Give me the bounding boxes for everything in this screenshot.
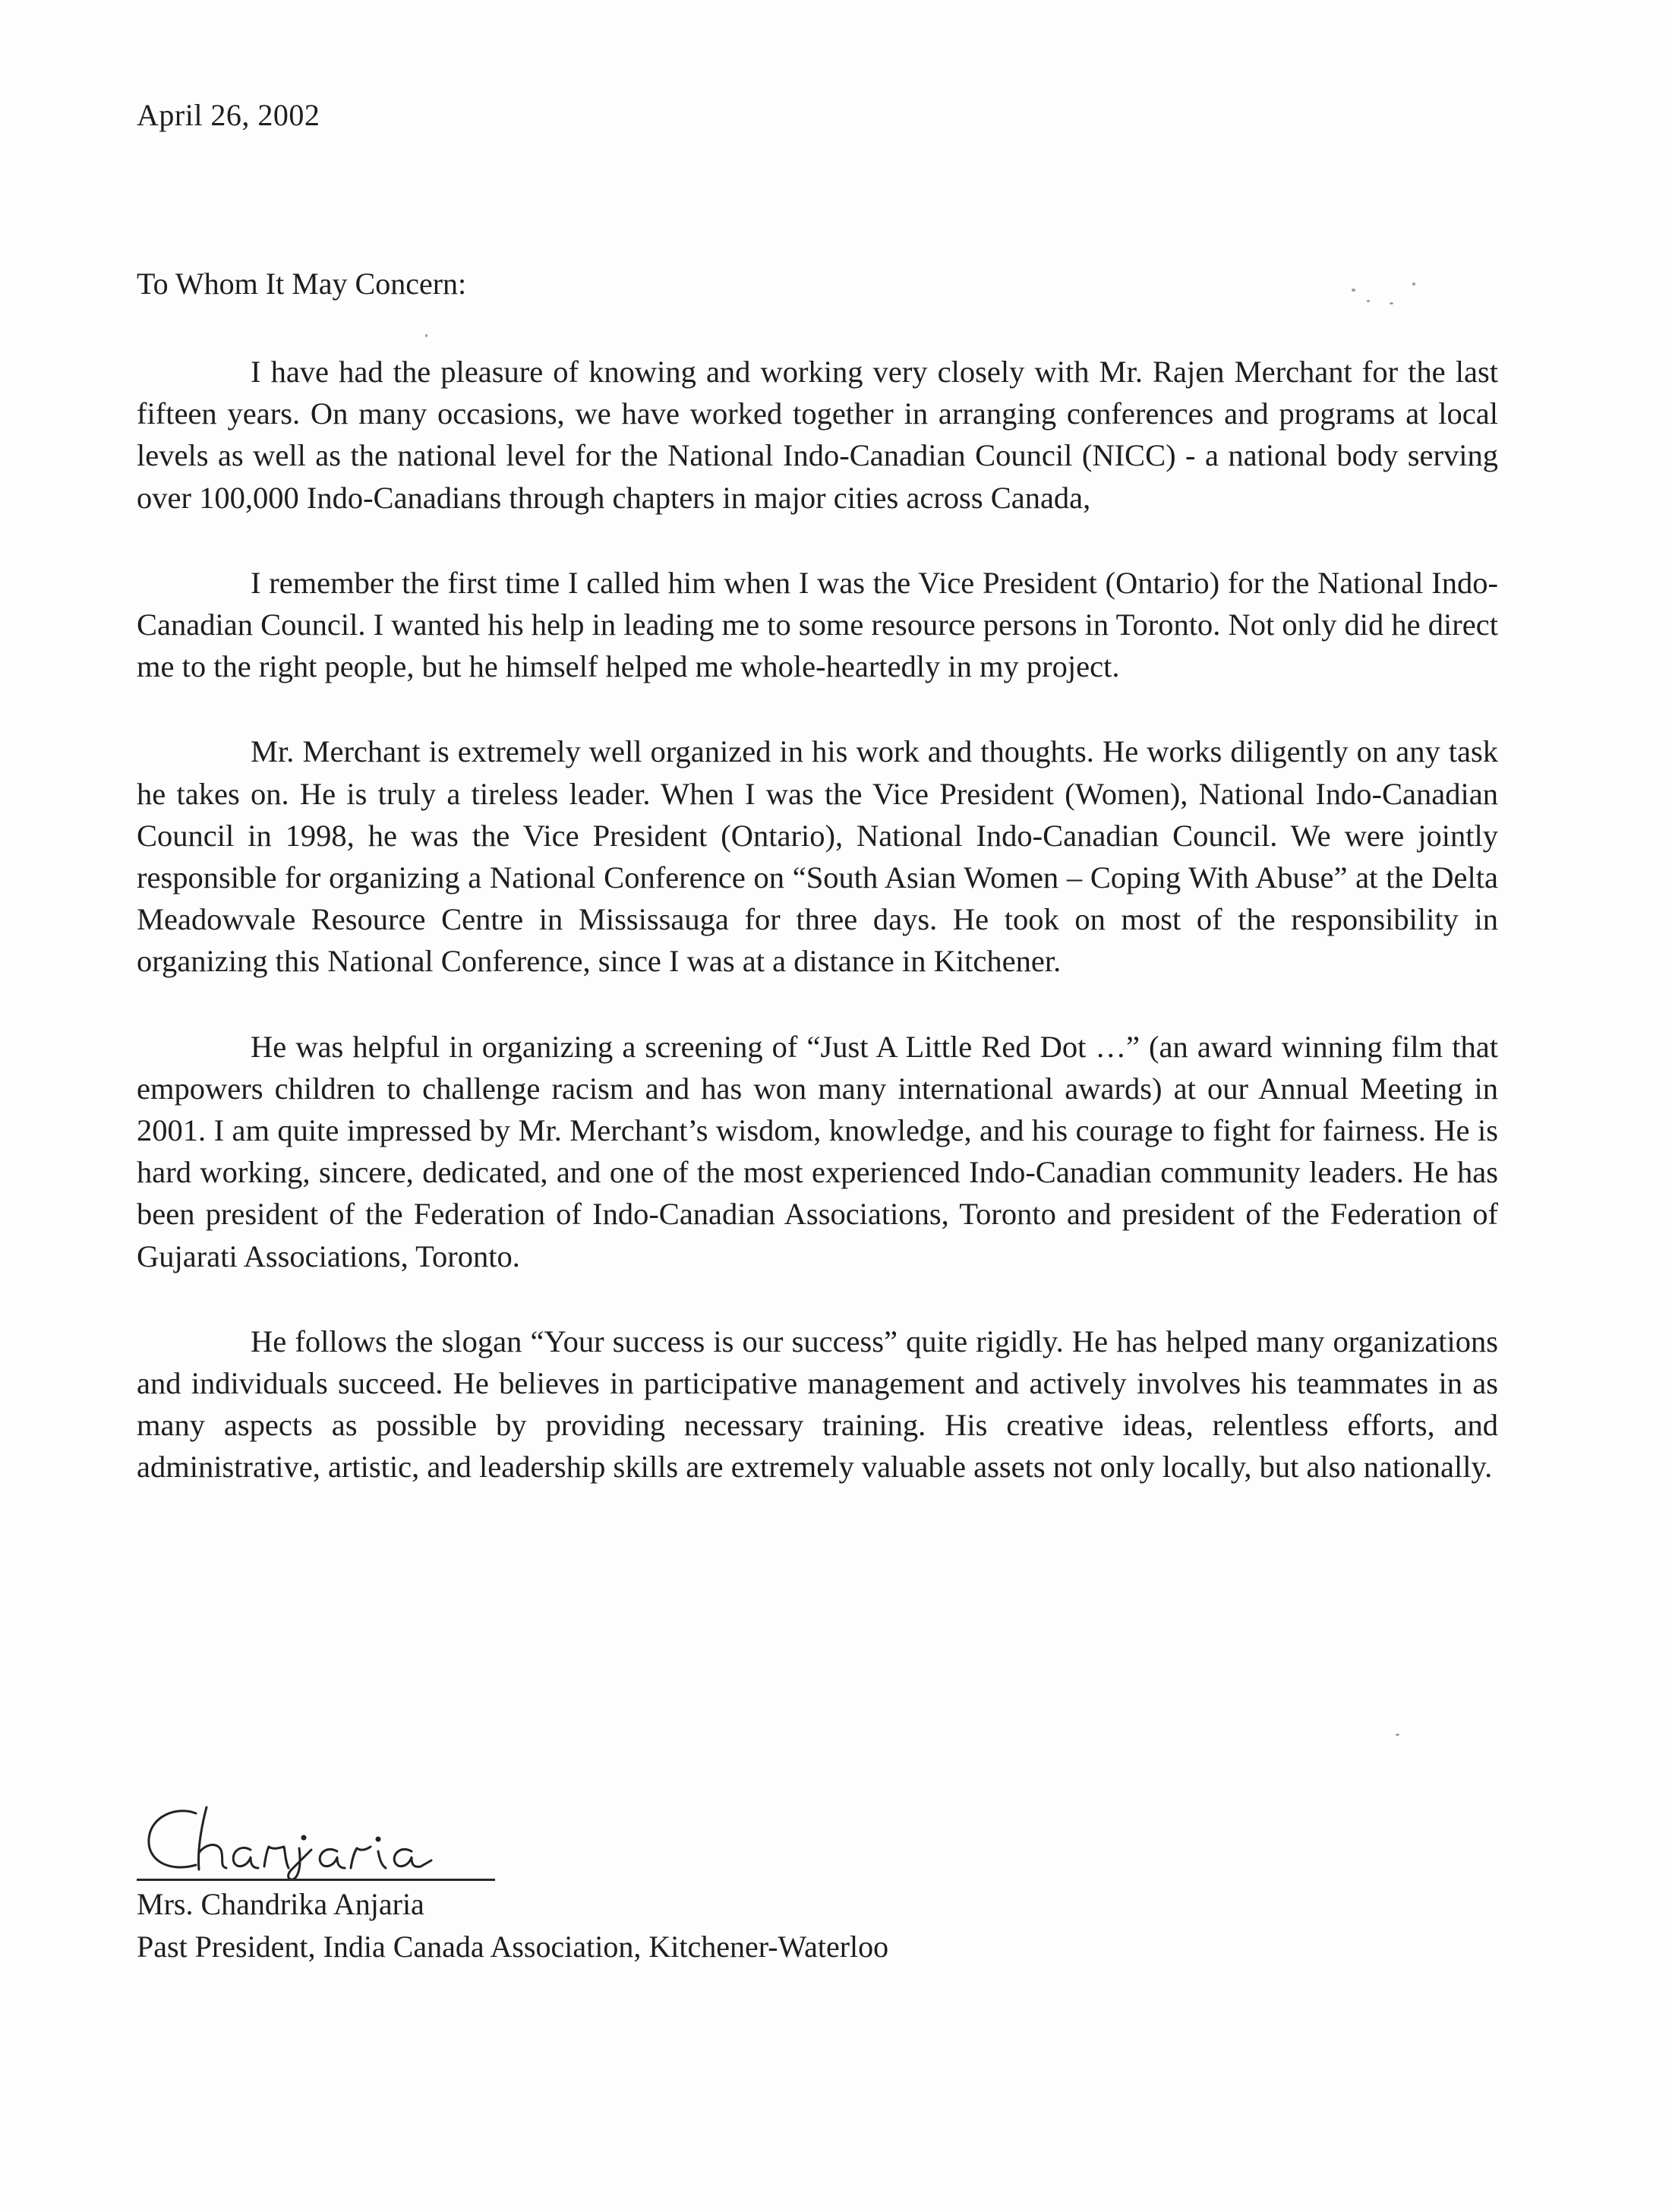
salutation: To Whom It May Concern: [137, 267, 467, 301]
signer-title: Past President, India Canada Association, Kitchener-Waterloo [137, 1930, 889, 1964]
letter-date: April 26, 2002 [137, 98, 320, 132]
paragraph-3: Mr. Merchant is extremely well organized in his work and thoughts. He works diligently on any task he takes on. He is truly a tireless leader. When I was the Vice President (Women), National Indo-Canadian Council in 1998, he was the Vice President (Ontario), National Indo-Canadian Council. We were jointly responsible for organizing a National Conference on “South Asian Women – Coping With Abuse” at the Delta Meadowvale Resource Centre in Mississauga for three days. He took on most of the responsibility in organizing this National Conference, since I was at a distance in Kitchener. [137, 734, 1498, 979]
paragraph-1: I have had the pleasure of knowing and working very closely with Mr. Rajen Merchant for the last fifteen years. On many occasions, we have worked together in arranging conferences and programs at local levels as well as the national level for the National Indo-Canadian Council (NICC) - a national body serving over 100,000 Indo-Canadians through chapters in major cities across Canada, [137, 355, 1498, 515]
paragraph-5: He follows the slogan “Your success is our success” quite rigidly. He has helped many organizations and individuals succeed. He believes in participative management and actively involves his teammates in as many aspects as possible by providing necessary training. His creative ideas, relentless efforts, and administrative, artistic, and leadership skills are extremely valuable assets not only locally, but also nationally. [137, 1324, 1498, 1485]
scan-speck [1412, 282, 1415, 286]
paragraph-2: I remember the first time I called him when I was the Vice President (Ontario) for the National Indo-Canadian Council. I wanted his help in leading me to some resource persons in Toronto. Not only did he direct me to the right people, but he himself helped me whole-heartedly in my project. [137, 565, 1498, 684]
paragraph-4: He was helpful in organizing a screening of “Just A Little Red Dot …” (an award winning film that empowers children to challenge racism and has won many international awards) at our Annual Meeting in 2001. I am quite impressed by Mr. Merchant’s wisdom, knowledge, and his courage to fight for fairness. He is hard working, sincere, dedicated, and one of the most experienced Indo-Canadian community leaders. He has been president of the Federation of Indo-Canadian Associations, Toronto and president of the Federation of Gujarati Associations, Toronto. [137, 1029, 1498, 1273]
scan-speck [1352, 289, 1355, 292]
handwritten-signature [137, 1800, 501, 1883]
letter-body [137, 351, 1498, 1532]
signature-block [137, 1800, 889, 1964]
scan-speck [1396, 1734, 1399, 1736]
signer-name: Mrs. Chandrika Anjaria [137, 1887, 424, 1921]
scan-speck [1390, 302, 1393, 305]
signature-line [137, 1879, 495, 1881]
scan-speck [425, 334, 427, 337]
scan-speck [1367, 300, 1370, 302]
